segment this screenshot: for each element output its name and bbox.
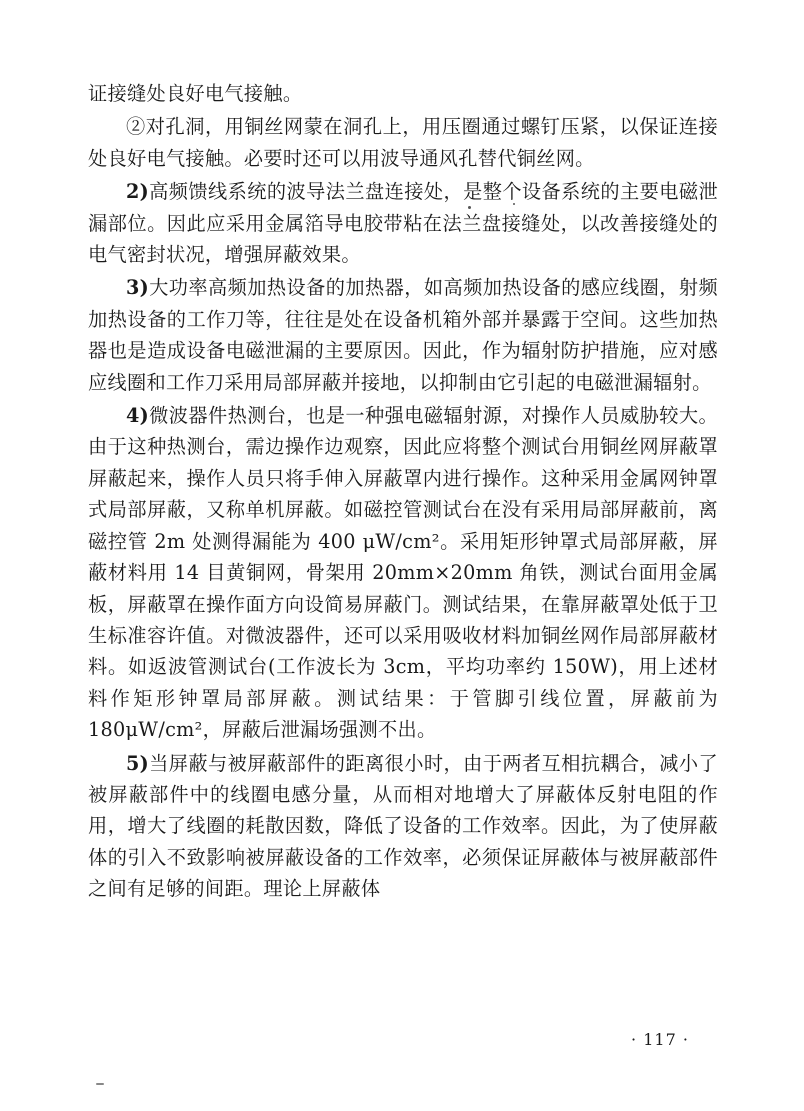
- paragraph-5-text: 微波器件热测台，也是一种强电磁辐射源，对操作人员威胁较大。由于这种热测台，需边操作边观察，因此应将整个测试台用铜丝网屏蔽罩屏蔽起来，操作人员只将手伸入屏蔽罩内进行操作。这种采用金属网钟罩式局部屏蔽，又称单机屏蔽。如磁控管测试台在没有采用局部屏蔽前，离磁控管 2m 处测得漏能为 400 μW/cm²。采用矩形钟罩式局部屏蔽，屏蔽材料用 14 目黄铜网，骨架用 20mm×20mm 角铁，测试台面用金属板，屏蔽罩在操作面方向设简易屏蔽门。测试结果，在靠屏蔽罩处低于卫生标准容许值。对微波器件，还可以采用吸收材料加铜丝网作局部屏蔽材料。如返波管测试台(工作波长为 3cm，平均功率约 150W)，用上述材料作矩形钟罩局部屏蔽。测试结果：于管脚引线位置，屏蔽前为 180μW/cm²，屏蔽后泄漏场强测不出。: [88, 404, 718, 742]
- scan-speck-2: [513, 203, 515, 205]
- paragraph-4: [88, 272, 718, 398]
- paragraph-6-text: 当屏蔽与被屏蔽部件的距离很小时，由于两者互相抗耦合，减小了被屏蔽部件中的线圈电感分量，从而相对地增大了屏蔽体反射电阻的作用，增大了线圈的耗散因数，降低了设备的工作效率。因此，为了使屏蔽体的引入不致影响被屏蔽设备的工作效率，必须保证屏蔽体与被屏蔽部件之间有足够的间距。理论上屏蔽体: [88, 751, 718, 901]
- paragraph-1: [88, 78, 718, 109]
- page-number: · 117 ·: [631, 1030, 689, 1049]
- paragraph-4-lead: 3): [126, 276, 150, 300]
- paragraph-6: [88, 748, 718, 905]
- paragraph-2-text: ②对孔洞，用铜丝网蒙在洞孔上，用压圈通过螺钉压紧，以保证连接处良好电气接触。必要时还可以用波导通风孔替代铜丝网。: [88, 115, 718, 170]
- paragraph-1-text: 证接缝处良好电气接触。: [88, 82, 303, 105]
- paragraph-4-text: 大功率高频加热设备的加热器，如高频加热设备的感应线圈，射频加热设备的工作刀等，往往是处在设备机箱外部并暴露于空间。这些加热器也是造成设备电磁泄漏的主要原因。因此，作为辐射防护措施，应对感应线圈和工作刀采用局部屏蔽并接地，以抑制由它引起的电磁泄漏辐射。: [88, 276, 718, 394]
- paragraph-6-lead: 5): [126, 751, 150, 775]
- paragraph-3-lead: 2): [126, 180, 150, 204]
- paragraph-2: [88, 111, 718, 174]
- paragraph-3: [88, 176, 718, 270]
- paragraph-3-text: 高频馈线系统的波导法兰盘连接处，是整个设备系统的主要电磁泄漏部位。因此应采用金属箔导电胶带粘在法兰盘接缝处，以改善接缝处的电气密封状况，增强屏蔽效果。: [88, 180, 718, 267]
- paragraph-5-lead: 4): [126, 404, 150, 428]
- paragraph-5: [88, 400, 718, 745]
- page-body: [88, 78, 718, 907]
- scan-speck-3: [96, 1083, 104, 1085]
- scan-speck-1: [468, 206, 471, 209]
